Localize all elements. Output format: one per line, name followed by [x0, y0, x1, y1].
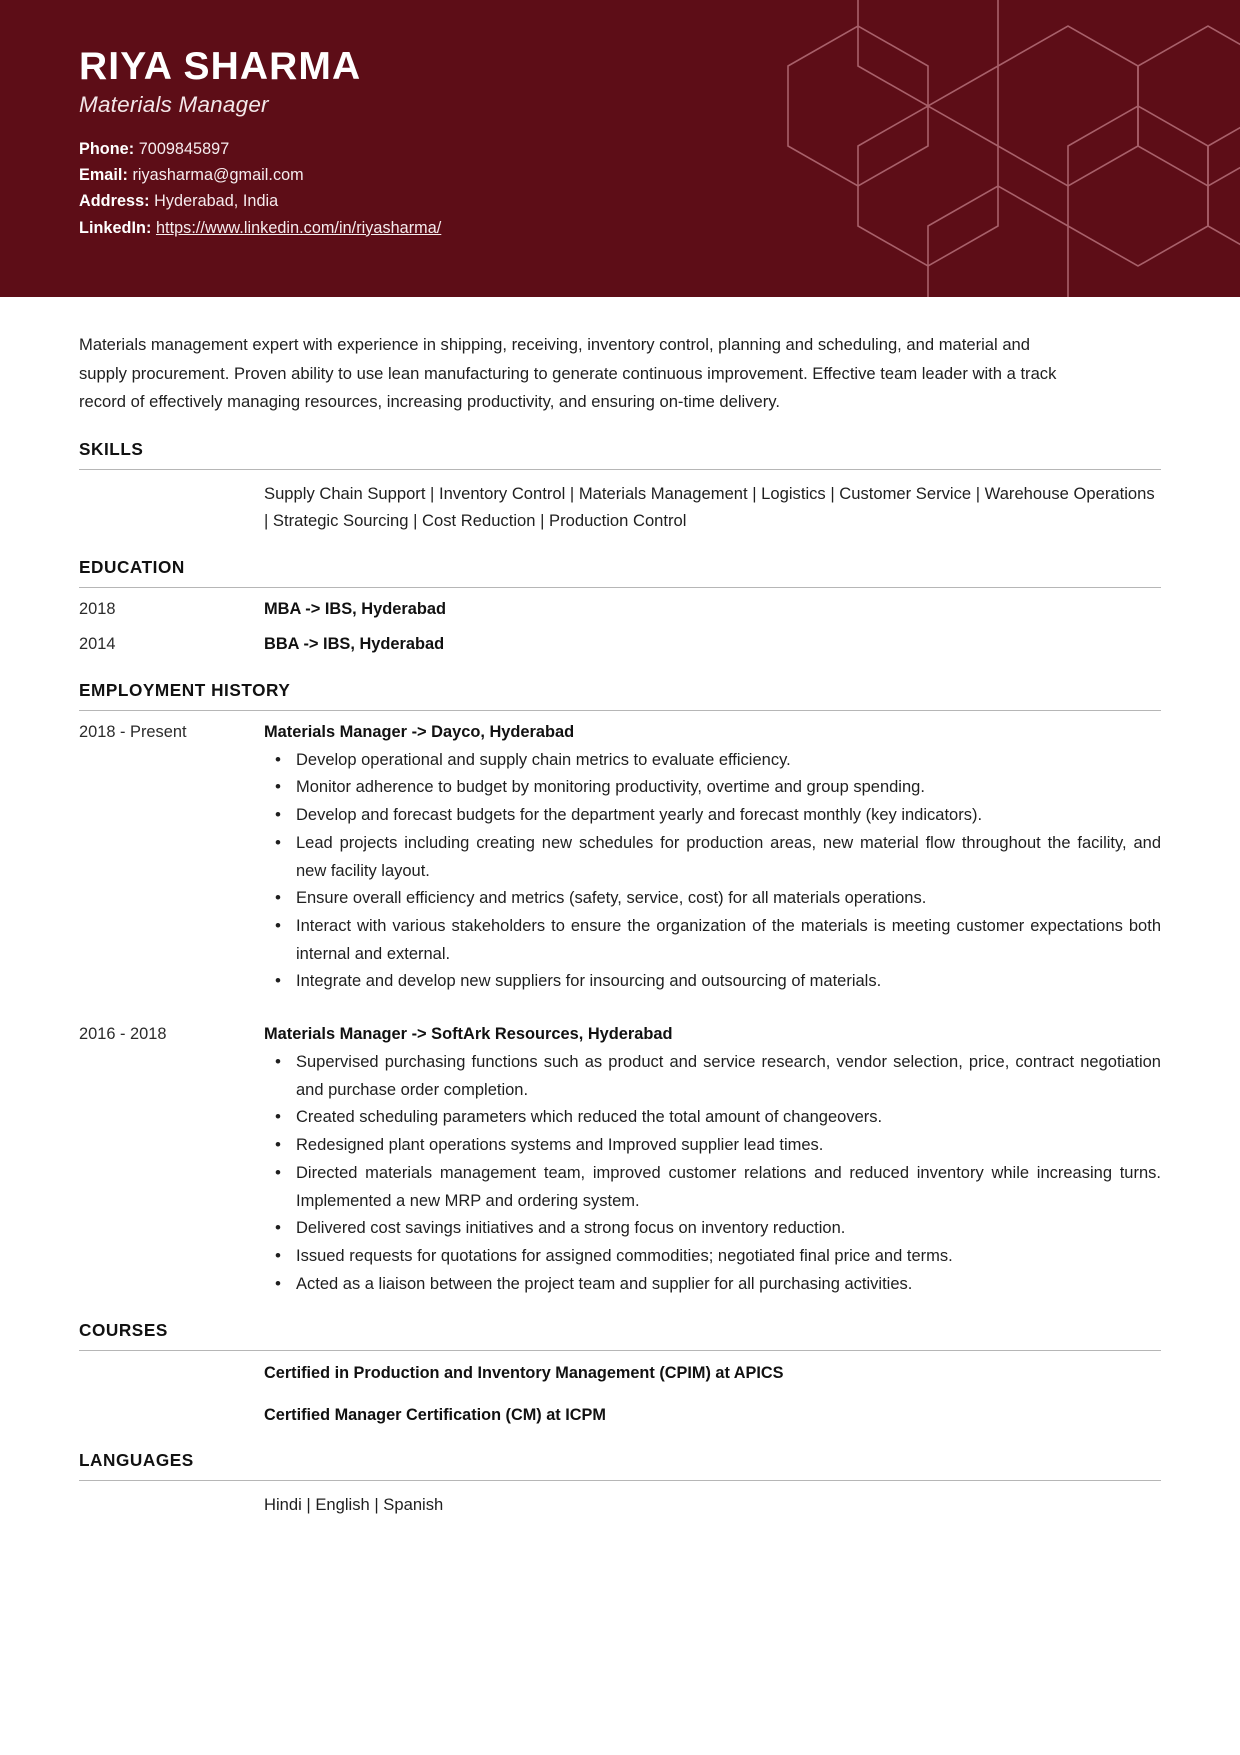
- section-skills: [79, 439, 1161, 536]
- header-content: [0, 0, 1240, 241]
- list-item: • Acted as a liaison between the project team and supplier for all purchasing activities.: [264, 1271, 1161, 1299]
- languages-row: [79, 1481, 1161, 1519]
- employment-entry: [79, 711, 1161, 996]
- employment-detail: [264, 711, 1161, 996]
- skills-list: Supply Chain Support | Inventory Control | Materials Management | Logistics | Customer Service | Warehouse Operations | Strategic Sourcing | Cost Reduction | Production Control: [264, 483, 1155, 531]
- education-heading: BBA -> IBS, Hyderabad: [264, 635, 445, 654]
- section-title-skills: SKILLS: [79, 438, 144, 459]
- list-item: • Interact with various stakeholders to ensure the organization of the materials is meeting customer expectations both internal and external.: [264, 913, 1161, 968]
- professional-summary: Materials management expert with experience in shipping, receiving, inventory control, planning and scheduling, and material and supply procurement. Proven ability to use lean manufacturing to generate continuous improvement. Effective team leader with a track record of effectively managing resources, increasing productivity, and ensuring on-time delivery.: [79, 335, 1057, 412]
- list-item: • Delivered cost savings initiatives and a strong focus on inventory reduction.: [264, 1215, 1161, 1243]
- resume-header: [0, 0, 1240, 297]
- courses-date-spacer: [79, 1351, 264, 1361]
- education-heading: MBA -> IBS, Hyderabad: [264, 600, 447, 619]
- list-item: • Created scheduling parameters which reduced the total amount of changeovers.: [264, 1104, 1161, 1132]
- list-item: • Lead projects including creating new schedules for production areas, new material flow throughout the facility, and new facility layout.: [264, 830, 1161, 885]
- contact-email-value: riyasharma@gmail.com: [132, 166, 304, 185]
- skills-date-spacer: [79, 470, 264, 480]
- education-date: 2018: [79, 600, 116, 619]
- contact-address-value: Hyderabad, India: [154, 192, 279, 211]
- list-item: • Develop and forecast budgets for the department yearly and forecast monthly (key indicators).: [264, 802, 1161, 830]
- list-item: • Redesigned plant operations systems and Improved supplier lead times.: [264, 1132, 1161, 1160]
- page-title: RIYA SHARMA: [79, 45, 362, 88]
- education-entry: [79, 588, 1161, 623]
- skills-row: [79, 470, 1161, 536]
- employment-date: 2018 - Present: [79, 722, 187, 741]
- contact-linkedin-label: LinkedIn:: [79, 218, 152, 237]
- employment-detail: [264, 1013, 1161, 1298]
- section-courses: [79, 1320, 1161, 1428]
- courses-row: [79, 1351, 1161, 1428]
- list-item: • Supervised purchasing functions such as product and service research, vendor selection, price, contract negotiation and purchase order completion.: [264, 1049, 1161, 1104]
- header-job-title: Materials Manager: [79, 92, 269, 118]
- languages-date-spacer: [79, 1481, 264, 1491]
- employment-heading: Materials Manager -> SoftArk Resources, Hyderabad: [264, 1025, 673, 1044]
- employment-date: 2016 - 2018: [79, 1025, 167, 1044]
- employment-heading: Materials Manager -> Dayco, Hyderabad: [264, 722, 575, 741]
- list-item: • Ensure overall efficiency and metrics (safety, service, cost) for all materials operations.: [264, 885, 1161, 913]
- courses-content: [264, 1351, 1161, 1428]
- education-detail: [264, 623, 1161, 658]
- course-item: Certified Manager Certification (CM) at ICPM: [264, 1405, 606, 1424]
- section-education: [79, 557, 1161, 658]
- section-title-languages: LANGUAGES: [79, 1449, 194, 1470]
- languages-list: Hindi | English | Spanish: [264, 1494, 444, 1514]
- section-title-employment: EMPLOYMENT HISTORY: [79, 679, 291, 700]
- education-date: 2014: [79, 635, 116, 654]
- section-title-courses: COURSES: [79, 1320, 168, 1341]
- contact-email: [79, 162, 1240, 188]
- section-title-education: EDUCATION: [79, 557, 185, 578]
- skills-content: [264, 470, 1161, 536]
- list-item: • Integrate and develop new suppliers for insourcing and outsourcing of materials.: [264, 968, 1161, 996]
- employment-entry: [79, 1013, 1161, 1298]
- employment-bullet-list: [264, 747, 1161, 996]
- list-item: • Directed materials management team, improved customer relations and reduced inventory while increasing turns. Implemented a new MRP and ordering system.: [264, 1160, 1161, 1215]
- contact-phone: [79, 136, 1240, 162]
- contact-phone-label: Phone:: [79, 140, 135, 159]
- education-entry: [79, 623, 1161, 658]
- linkedin-link[interactable]: https://www.linkedin.com/in/riyasharma/: [155, 218, 442, 237]
- list-item: • Monitor adherence to budget by monitoring productivity, overtime and group spending.: [264, 774, 1161, 802]
- section-languages: [79, 1450, 1161, 1519]
- list-item: • Issued requests for quotations for assigned commodities; negotiated final price and terms.: [264, 1243, 1161, 1271]
- contact-address-label: Address:: [79, 192, 150, 211]
- list-item: • Develop operational and supply chain metrics to evaluate efficiency.: [264, 747, 1161, 775]
- employment-bullet-list: [264, 1049, 1161, 1298]
- languages-content: [264, 1481, 1161, 1519]
- resume-body: [0, 297, 1240, 1519]
- contact-address: [79, 188, 1240, 214]
- contact-email-label: Email:: [79, 166, 128, 185]
- course-item: Certified in Production and Inventory Management (CPIM) at APICS: [264, 1364, 784, 1383]
- education-detail: [264, 588, 1161, 623]
- section-employment: [79, 680, 1161, 1299]
- contact-linkedin: [79, 215, 1240, 241]
- contact-phone-value: 7009845897: [138, 140, 230, 159]
